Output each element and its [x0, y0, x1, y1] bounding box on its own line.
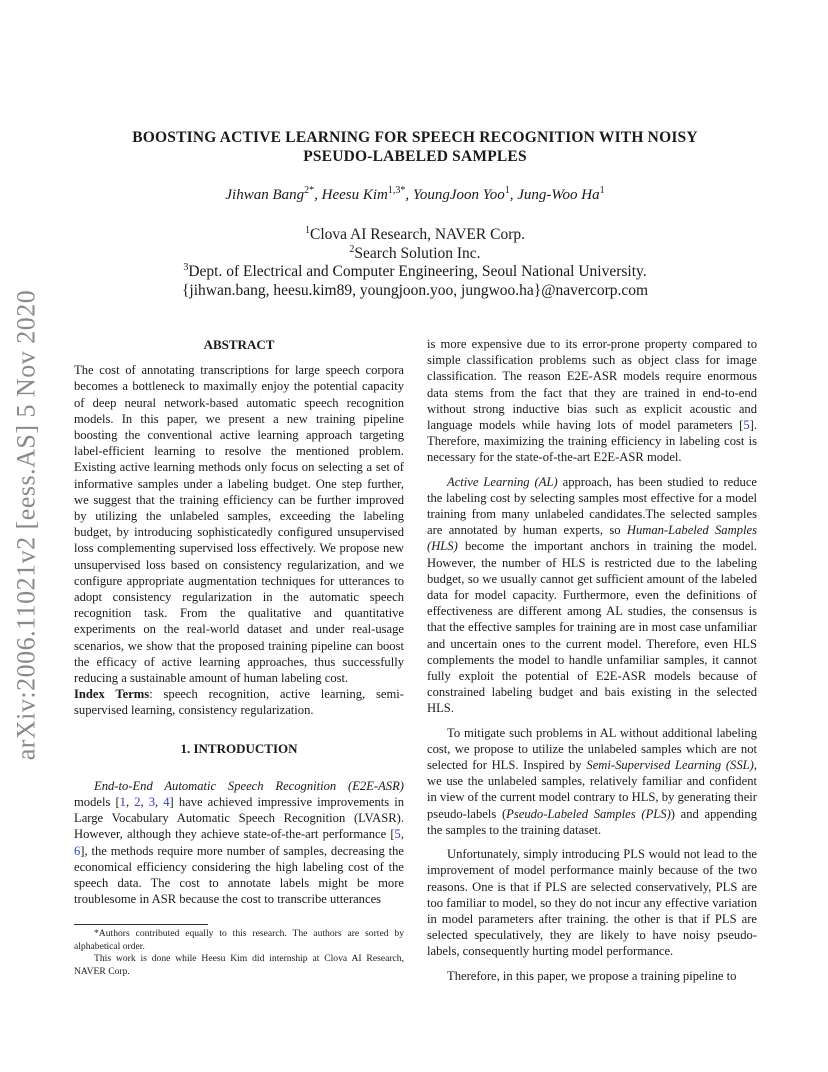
citation-link[interactable]: 5 [394, 827, 401, 842]
affiliation-line [100, 226, 730, 245]
author-name: YoungJoon Yoo [412, 187, 505, 203]
body-text: , we use the unlabeled samples, relatively familiar and confident in view of the current model contrary to HLS, by generating their pseudo-labels ( [427, 758, 757, 821]
right-paragraph-4: Unfortunately, simply introducing PLS would not lead to the improvement of model performance mainly because of the two reasons. One is that if PLS are selected conservatively, PLS are too familiar to model, so they do not incur any effective variation in model parameters after training. the other is that if PLS are selected speculatively, they are likely to have noisy pseudo-labels, consequently hurting model performance. [427, 847, 757, 959]
citation-link[interactable]: 3 [148, 795, 156, 810]
footnote-divider [74, 924, 208, 925]
title-line-1: BOOSTING ACTIVE LEARNING FOR SPEECH RECOGNITION WITH NOISY [132, 129, 698, 146]
citation-link[interactable]: 5 [743, 418, 750, 433]
affiliations [100, 226, 730, 300]
affiliation-text: Clova AI Research, NAVER Corp. [310, 226, 525, 243]
footnote-internship: This work is done while Heesu Kim did internship at Clova AI Research, NAVER Corp. [74, 953, 404, 977]
term-emphasis: Human-Labeled Samples (HLS) [427, 523, 757, 554]
citation-link[interactable]: 1 [119, 795, 126, 810]
body-text: ]. Therefore, maximizing the training efficiency in labeling cost is necessary for the state-of-the-art E2E-ASR model. [427, 418, 757, 465]
intro-text: ] have achieved impressive improvements in Large Vocabulary Automatic Speech Recognition (LVASR). However, although they achieve state-of-the-art performance [ [74, 795, 405, 842]
affiliation-superscript: 3 [183, 261, 189, 273]
title-line-2: PSEUDO-LABELED SAMPLES [303, 148, 527, 165]
body-text: ) and appending the samples to the training dataset. [427, 806, 758, 837]
right-column [427, 336, 757, 984]
intro-text: ], the methods require more number of samples, decreasing the economical efficiency considering the high labeling cost of the speech data. The cost to annotate labels might be more troublesome in ASR because the cost to transcribe utterances [74, 843, 404, 907]
index-terms [74, 686, 404, 718]
arxiv-identifier-stamp [4, 280, 48, 770]
term-emphasis: Semi-Supervised Learning (SSL) [586, 758, 754, 773]
author-superscript: 1,3* [387, 185, 406, 196]
paper-title [100, 128, 730, 166]
affiliation-line [100, 245, 730, 264]
affiliation-superscript: 2 [349, 243, 355, 255]
citation-link[interactable]: 6 [74, 843, 81, 858]
intro-text: models [ [74, 795, 120, 810]
body-text: To mitigate such problems in AL without additional labeling cost, we propose to utilize the unlabeled samples which are not selected for HLS. Inspired by [427, 725, 757, 773]
abstract-body: The cost of annotating transcriptions for large speech corpora becomes a bottleneck to maximally enjoy the potential capacity of deep neural network-based automatic speech recognition models. In this paper, we present a new training pipeline boosting the conventional active learning approach targeting label-efficient learning to resolve the mentioned problem. Existing active learning methods only focus on selecting a set of informative samples under a labeling budget. One step further, we suggest that the training efficiency can be further improved by utilizing the unlabeled samples, exceeding the labeling budget, by introducing sophisticatedly configured unsupervised loss complementing supervised loss effectively. We propose new unsupervised loss based on consistency regularization, and we configure appropriate augmentation techniques for utterances to adopt consistency regularization in the automatic speech recognition task. From the qualitative and quantitative experiments on the real-world dataset and under real-usage scenarios, we show that the proposed training pipeline can boost the efficacy of active learning approaches, thus successfully reducing a sustainable amount of human labeling cost. [74, 363, 404, 686]
right-paragraph-1 [427, 336, 757, 466]
intro-paragraph-1: End-to-End Automatic Speech Recognition (E2E-ASR) models [1, 2, 3, 4] have achieved impressive improvements in Large Vocabulary Automatic Speech Recognition (LVASR). However, although they achieve state-of-the-art performance [5, 6], the methods require more number of samples, decreasing the economical efficiency considering the high labeling cost of the speech data. The cost to annotate labels might be more troublesome in ASR because the cost to transcribe utterances [74, 778, 405, 907]
body-text: is more expensive due to its error-prone property compared to simple classification problems such as object class for image classification. The reason E2E-ASR models require enormous data stems from the fact that they are trained in end-to-end without strong inductive bias such as explicit acoustic and language models while having lots of model parameters [ [427, 337, 757, 433]
term-emphasis: Active Learning (AL) [447, 474, 558, 489]
author-list: Jihwan Bang$^{2*}$, Heesu Kim$^{1,3*}$, YoungJoon Yoo$^1$, Jung-Woo Ha$^1$ [225, 185, 605, 203]
author-name: Heesu Kim [321, 187, 388, 203]
author-superscript: 1 [504, 185, 510, 196]
author-superscript: 1 [599, 185, 605, 196]
affiliation-text: Search Solution Inc. [354, 244, 481, 262]
citation-link[interactable]: 4 [163, 795, 170, 810]
author-name: Jihwan Bang [225, 187, 305, 203]
index-terms-label: Index Terms [74, 687, 150, 702]
affiliation-text: Dept. of Electrical and Computer Engineering, Seoul National University. [188, 263, 647, 280]
footnote-equal-contribution: *Authors contributed equally to this research. The authors are sorted by alphabetical order. [74, 928, 404, 952]
abstract-heading: ABSTRACT [203, 337, 275, 352]
arxiv-identifier-text: arXiv:2006.11021v2 [eess.AS] 5 Nov 2020 [11, 289, 41, 761]
intro-emphasis: End-to-End Automatic Speech Recognition (E2E-ASR) [94, 778, 404, 793]
author-name: Jung-Woo Ha [517, 187, 600, 203]
author-superscript: 2* [304, 185, 315, 196]
citation-link[interactable]: 2 [134, 795, 141, 810]
author-emails: {jihwan.bang, heesu.kim89, youngjoon.yoo, jungwoo.ha}@navercorp.com [181, 281, 649, 299]
footnotes [74, 928, 404, 978]
body-text: approach, has been studied to reduce the labeling cost by selecting samples most effective for a model training from many unlabeled candidates.The selected samples are annotated by human experts, so [427, 474, 758, 538]
introduction-heading: 1. INTRODUCTION [180, 740, 298, 756]
right-paragraph-2 [427, 474, 757, 717]
right-paragraph-3 [427, 725, 757, 838]
affiliation-line [100, 263, 730, 282]
index-terms-text: : speech recognition, active learning, semi-supervised learning, consistency regularization. [74, 687, 404, 718]
right-paragraph-5: Therefore, in this paper, we propose a training pipeline to [447, 968, 737, 983]
left-column [74, 337, 404, 908]
body-text: become the important anchors in training the model. However, the number of HLS is restricted due to the labeling budget, so we usually cannot get sufficient amount of the labeled data for model capacity. Furthermore, even the definitions of effectiveness are different among AL studies, the consensus is that the effective samples for training are in most case unfamiliar and uncertain ones to the current model. Therefore, even HLS complements the model to handle unfamiliar samples, it cannot fully exploit the potential of E2E-ASR models because of constrained labeling budget and bais existing in the selected HLS. [427, 539, 757, 716]
affiliation-superscript: 1 [305, 224, 311, 236]
term-emphasis: Pseudo-Labeled Samples (PLS) [506, 806, 671, 821]
